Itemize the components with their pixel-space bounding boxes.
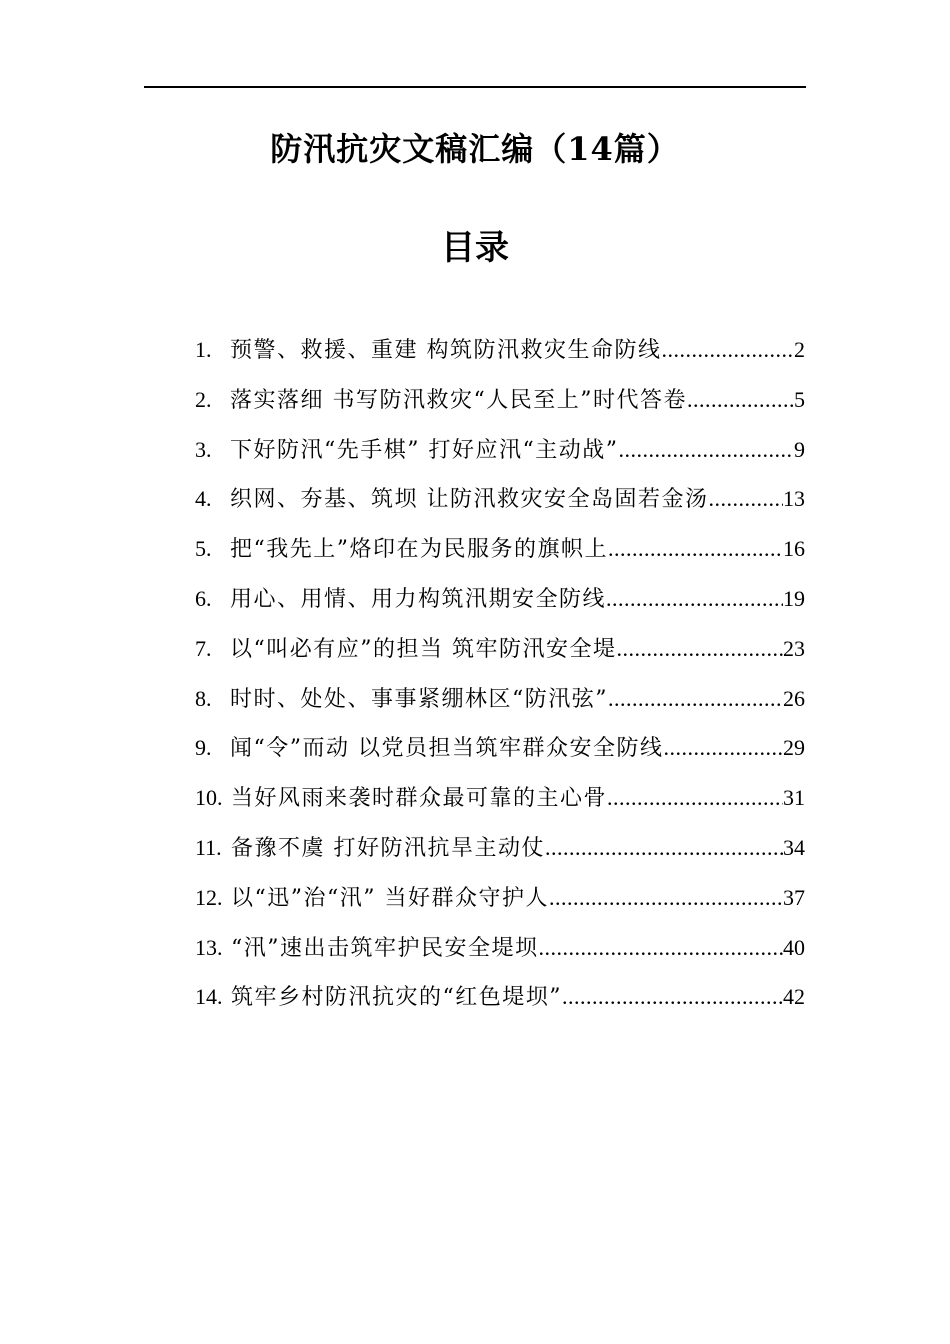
toc-entry-title: 织网、夯基、筑坝 让防汛救灾安全岛固若金汤 [230,487,709,513]
toc-entry-7[interactable] [195,627,805,677]
toc-entry-number: 1. [195,337,212,362]
toc-dot-leader [617,627,784,671]
toc-entry-page: 2 [794,337,805,362]
toc-entry-title: 闻“令”而动 以党员担当筑牢群众安全防线 [230,736,664,762]
toc-entry-number: 14. [195,984,223,1010]
table-of-contents [195,328,805,1025]
toc-entry-page: 37 [783,884,805,910]
toc-entry-page: 26 [783,685,805,711]
toc-entry-11[interactable] [195,826,805,876]
toc-entry-number: 6. [195,585,212,611]
toc-entry-12[interactable] [195,876,805,926]
toc-entry-number: 12. [195,884,223,910]
toc-dot-leader [607,776,783,820]
toc-entry-5[interactable] [195,527,805,577]
toc-entry-number: 8. [195,685,212,711]
toc-entry-title: 筑牢乡村防汛抗灾的“红色堤坝” [231,985,562,1011]
toc-entry-number: 4. [195,486,212,512]
toc-entry-page: 13 [783,486,805,512]
toc-dot-leader [664,726,784,770]
toc-entry-page: 16 [783,536,805,562]
toc-entry-title: 用心、用情、用力构筑汛期安全防线 [230,586,607,612]
toc-entry-title: 落实落细 书写防汛救灾“人民至上”时代答卷 [230,387,687,413]
toc-entry-number: 9. [195,735,212,761]
toc-entry-number: 10. [195,785,223,811]
header-rule [144,86,806,88]
toc-dot-leader [662,328,795,372]
toc-dot-leader [562,975,783,1019]
toc-entry-title: 以“叫必有应”的担当 筑牢防汛安全堤 [230,636,617,662]
toc-entry-page: 23 [783,635,805,661]
toc-entry-page: 34 [783,834,805,860]
toc-entry-page: 29 [783,735,805,761]
toc-entry-page: 9 [794,436,805,462]
toc-dot-leader [545,826,783,870]
toc-entry-title: 预警、救援、重建 构筑防汛救灾生命防线 [230,338,662,363]
toc-entry-number: 5. [195,536,212,562]
toc-entry-number: 13. [195,934,223,960]
toc-entry-2[interactable] [195,378,805,428]
toc-entry-4[interactable] [195,477,805,527]
toc-entry-9[interactable] [195,726,805,776]
toc-heading: 目录 [441,228,509,268]
toc-dot-leader [606,577,783,621]
toc-entry-title: 备豫不虞 打好防汛抗旱主动仗 [231,835,545,861]
toc-entry-number: 2. [195,386,212,412]
toc-dot-leader [709,477,784,521]
toc-entry-page: 42 [783,984,805,1010]
toc-dot-leader [549,876,783,920]
toc-entry-title: 当好风雨来袭时群众最可靠的主心骨 [231,786,608,812]
toc-entry-page: 5 [794,386,805,412]
toc-entry-6[interactable] [195,577,805,627]
toc-dot-leader [618,428,794,472]
toc-entry-14[interactable] [195,975,805,1025]
toc-entry-1[interactable] [195,328,805,378]
toc-entry-8[interactable] [195,677,805,727]
toc-dot-leader [608,677,783,721]
toc-entry-title: “汛”速出击筑牢护民安全堤坝 [231,935,539,961]
document-title: 防汛抗灾文稿汇编（14篇） [270,130,680,168]
toc-entry-page: 40 [783,934,805,960]
toc-entry-number: 3. [195,436,212,462]
toc-entry-13[interactable] [195,926,805,976]
toc-entry-page: 19 [783,585,805,611]
toc-entry-number: 11. [195,834,222,860]
toc-entry-10[interactable] [195,776,805,826]
toc-entry-page: 31 [783,785,805,811]
toc-entry-title: 下好防汛“先手棋” 打好应汛“主动战” [230,437,619,463]
toc-dot-leader [539,926,784,970]
toc-entry-3[interactable] [195,428,805,478]
toc-entry-title: 时时、处处、事事紧绷林区“防汛弦” [230,686,608,712]
toc-entry-title: 以“迅”治“汛” 当好群众守护人 [231,885,549,911]
toc-dot-leader [687,378,794,422]
toc-dot-leader [608,527,783,571]
toc-entry-number: 7. [195,635,212,661]
toc-entry-title: 把“我先上”烙印在为民服务的旗帜上 [230,537,608,563]
